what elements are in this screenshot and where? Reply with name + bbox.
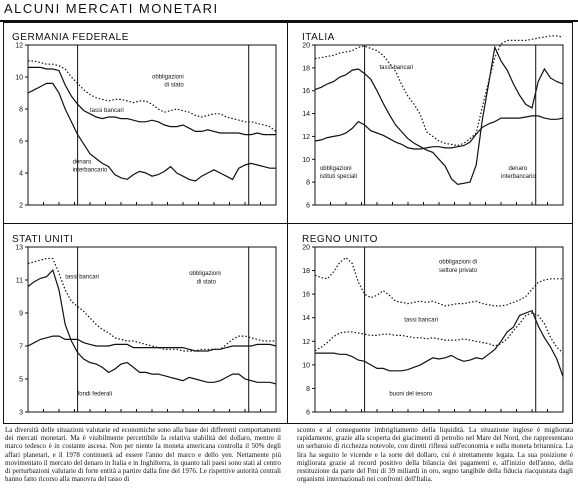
y-tick-label: 10 [15, 74, 23, 82]
y-tick-label: 8 [306, 385, 310, 393]
y-tick-label: 16 [302, 88, 310, 96]
y-tick-label: 20 [302, 244, 310, 252]
series-annotation: denaro [72, 159, 92, 166]
plot-frame [315, 45, 563, 205]
chart-regno-unito [297, 244, 567, 417]
body-text-right: sconto e al conseguente imbrigliamento della liquidità. La situazione inglese è migliorata rapidamente, grazie alla scoperta dei giacimenti di petrolio nel Mare del Nord, che rappresentano un serbatoio di ricchezza notevole, con diretti riflessi sull'economia e sulla moneta britannica. La lira ha seguito le vicende e la sorte del dollaro, cui è strettamente legata. La sua posizione è migliorata grazie al record positivo della bilancia dei pagamenti e, all'inizio dell'anno, della restituzione da parte del Fmi di 39 miliardi in oro, segno tangibile della fiducia riacquistata dagli organismi internazionali nei confronti dell'Italia. [297, 426, 573, 484]
y-tick-label: 3 [19, 409, 23, 417]
y-tick-label: 13 [15, 244, 23, 252]
y-tick-label: 12 [302, 338, 310, 346]
series-annotation: tassi bancari [90, 108, 124, 115]
series-annotation: tassi bancari [379, 65, 414, 71]
series-annotation: obbligazioni [189, 271, 221, 278]
y-tick-label: 12 [15, 42, 23, 50]
figure-divider-horizontal [3, 223, 573, 224]
series-annotation: denaro [508, 165, 528, 172]
series-line-0 [28, 61, 276, 131]
series-line-1 [315, 313, 563, 353]
series-annotation: istituti speciali [319, 173, 357, 180]
series-annotation: interbancario [72, 167, 108, 174]
series-annotation: interbancario [501, 173, 536, 180]
y-tick-label: 6 [306, 409, 310, 417]
series-line-2 [28, 270, 276, 384]
series-annotation: obbligazioni [319, 165, 352, 172]
series-annotation: di stato [164, 82, 184, 89]
panel-title-stati-uniti: STATI UNITI [12, 234, 74, 245]
y-tick-label: 14 [302, 111, 310, 119]
y-tick-label: 18 [302, 65, 310, 73]
chart-italia [297, 42, 567, 210]
y-tick-label: 11 [15, 277, 23, 285]
series-line-0 [28, 259, 276, 352]
y-tick-label: 6 [306, 202, 310, 210]
y-tick-label: 8 [19, 106, 23, 114]
series-line-2 [28, 83, 276, 181]
y-tick-label: 4 [19, 170, 23, 178]
plot-frame [28, 247, 276, 412]
y-tick-label: 14 [302, 315, 310, 323]
y-tick-label: 18 [302, 268, 310, 276]
series-annotation: obbligazioni [152, 74, 184, 81]
y-tick-label: 9 [19, 310, 23, 318]
page-title: ALCUNI MERCATI MONETARI [4, 1, 219, 16]
figure-divider-vertical [287, 22, 288, 424]
y-tick-label: 10 [302, 362, 310, 370]
series-annotation: tassi bancari [65, 274, 99, 281]
series-annotation: obbligazioni di [439, 259, 478, 266]
series-annotation: di stato [196, 279, 216, 286]
y-tick-label: 5 [19, 376, 23, 384]
series-annotation: settore privato [439, 267, 478, 274]
series-annotation: buoni del tesoro [389, 391, 433, 398]
y-tick-label: 8 [306, 179, 310, 187]
y-tick-label: 2 [19, 202, 23, 210]
panel-title-italia: ITALIA [302, 32, 335, 43]
panel-title-regno-unito: REGNO UNITO [302, 234, 378, 245]
panel-title-germania: GERMANIA FEDERALE [12, 32, 129, 43]
y-tick-label: 12 [302, 133, 310, 141]
chart-germania [10, 42, 280, 210]
series-annotation: tassi bancari [404, 317, 438, 324]
chart-stati-uniti [10, 244, 280, 417]
y-tick-label: 20 [302, 42, 310, 50]
series-line-1 [315, 116, 563, 149]
body-text-left: La diversità delle situazioni valutarie ed economiche sono alla base dei differenti comportamenti dei mercati monetari. Ma è visibilmente percettibile la relativa stabilità del dollaro, mentre il marco tedesco è in costante ascesa. Non per niente la moneta americana controlla il 50% degli affari planetari, e il 1978 continuerà ad essere l'anno del marco e dello yen. Nettamente più movimentato il mercato del denaro in Italia e in Inghilterra, in quanto tali paesi sono stati al centro di perturbazioni valutarie di forte entità a partire dalla fine del 1976. Le rispettive autorità centrali hanno fatto ricorso alla manovra del tasso di [5, 426, 281, 484]
series-line-2 [315, 311, 563, 377]
series-line-2 [315, 47, 563, 184]
series-annotation: fondi federali [77, 391, 112, 398]
y-tick-label: 16 [302, 291, 310, 299]
y-tick-label: 7 [19, 343, 23, 351]
series-line-1 [28, 336, 276, 351]
y-tick-label: 10 [302, 156, 310, 164]
y-tick-label: 6 [19, 138, 23, 146]
